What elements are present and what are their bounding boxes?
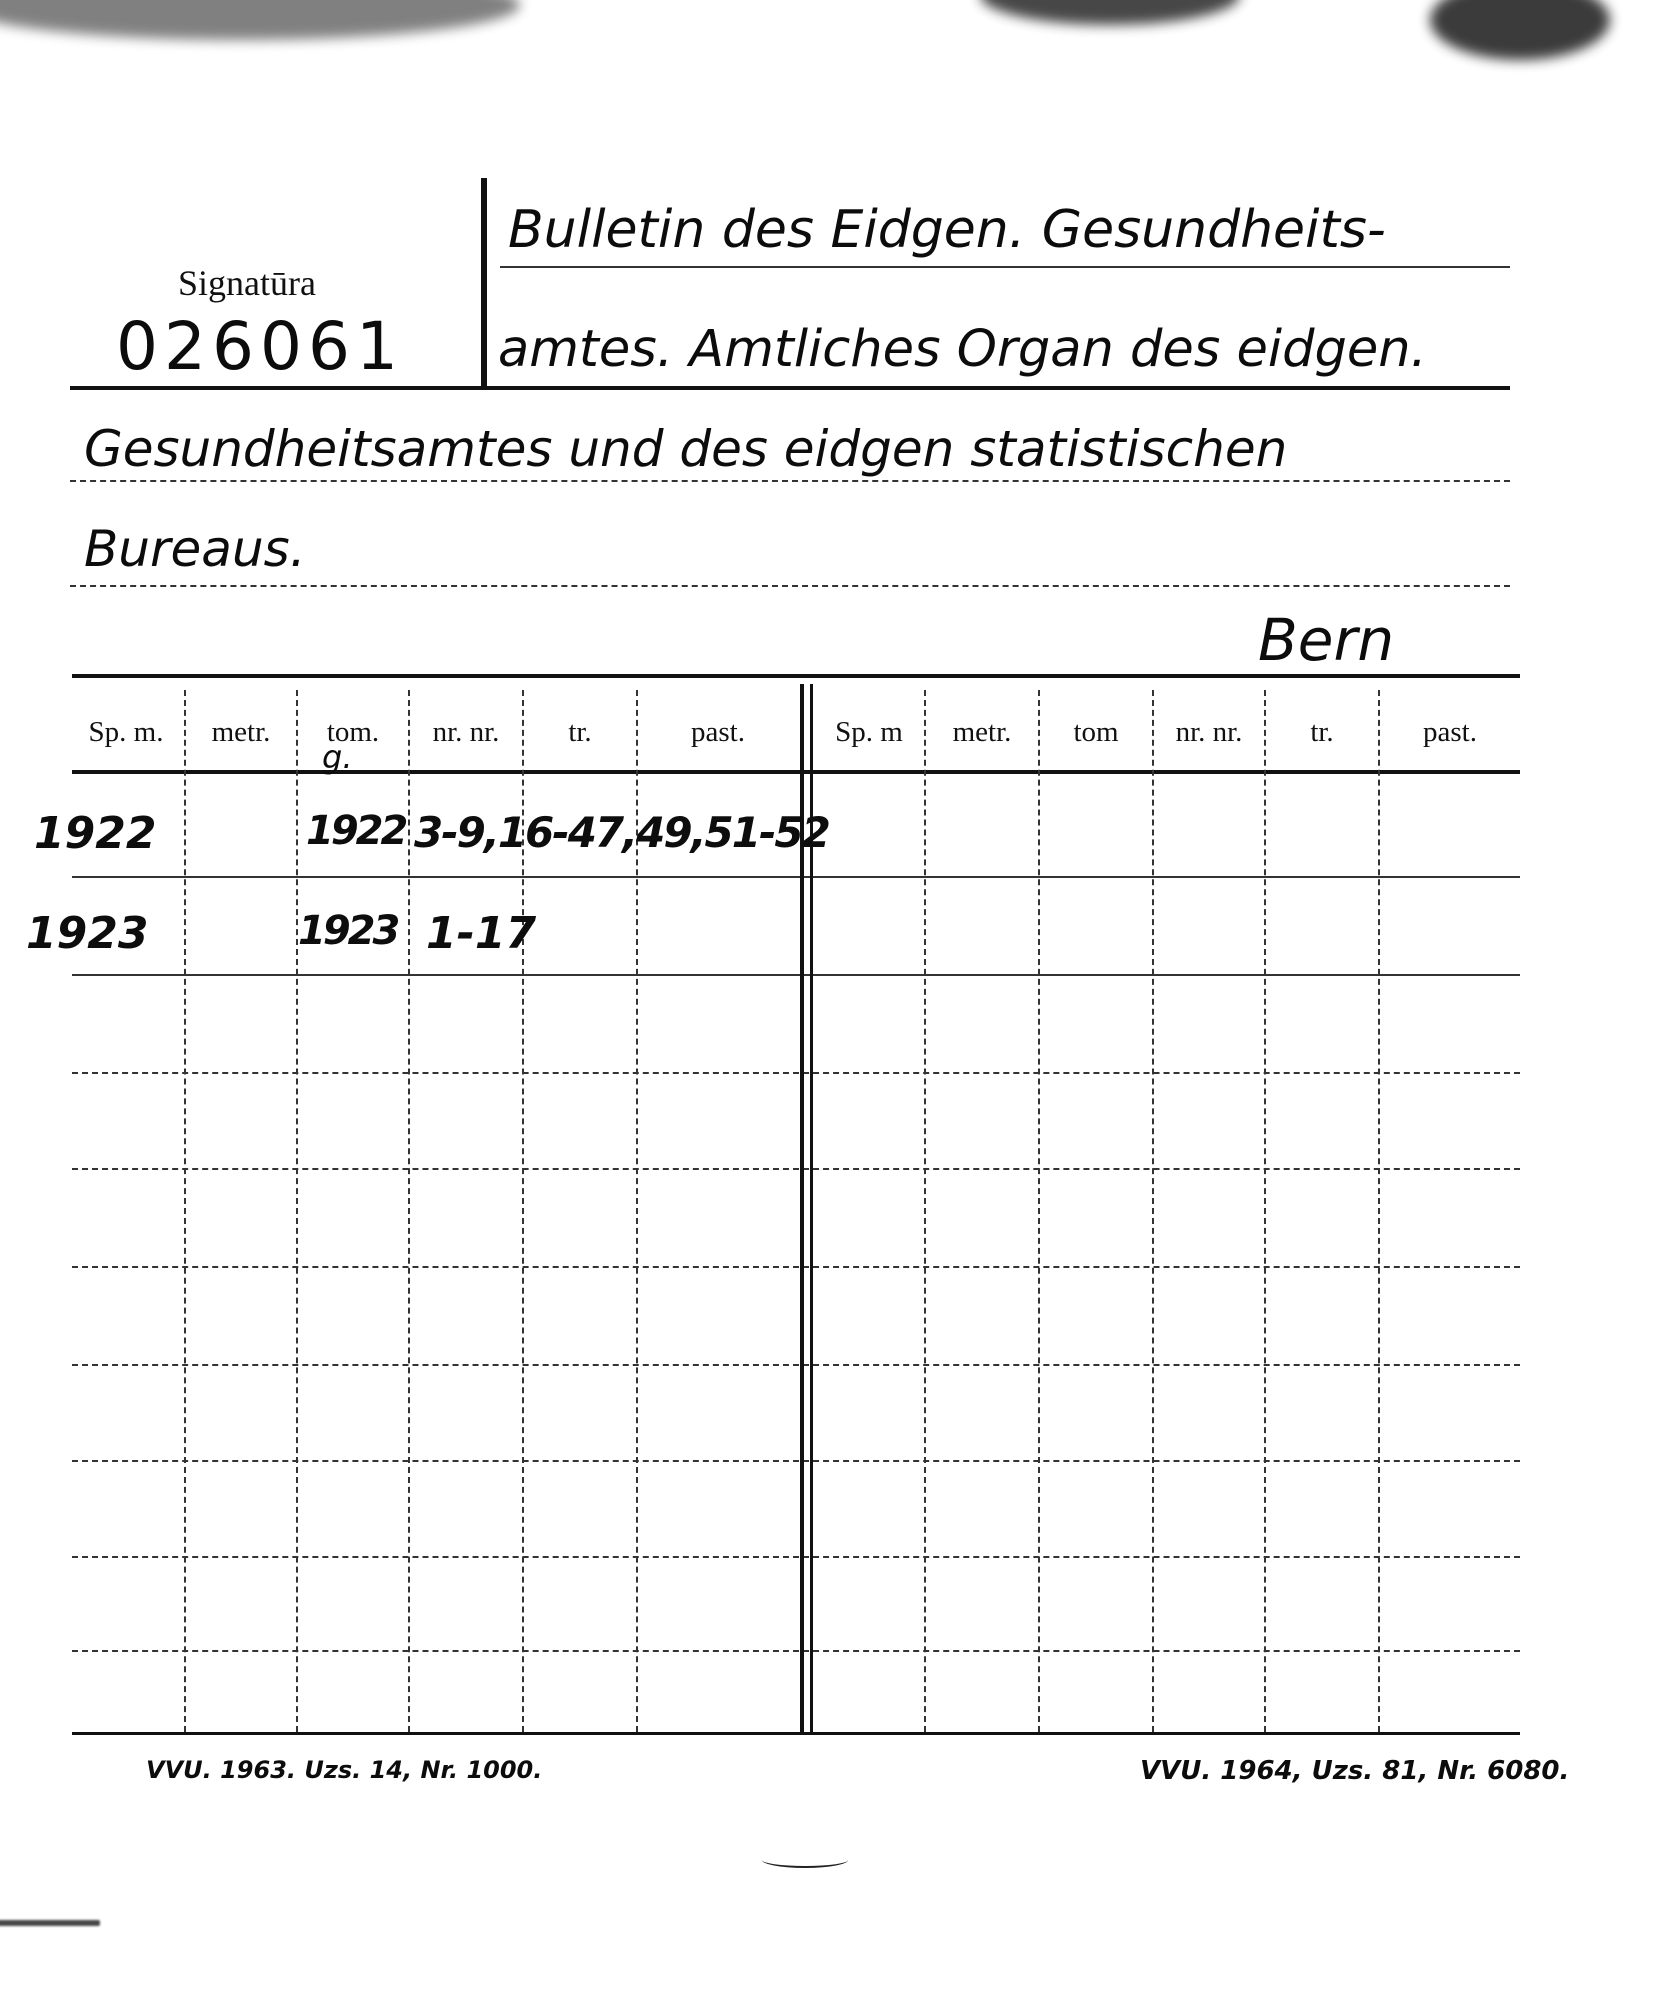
title-rule-1 [500, 266, 1510, 268]
header-metr-left: metr. [211, 716, 271, 748]
row-rule-2 [72, 974, 1520, 976]
scan-shadow-top-left [0, 0, 520, 40]
row-rule-8 [72, 1556, 1520, 1558]
table-bottom-rule [72, 1732, 1520, 1735]
row-rule-9 [72, 1650, 1520, 1652]
row-1-sp-m: 1922 [34, 808, 157, 859]
place-name: Bern [1258, 606, 1395, 674]
scan-shadow-top-corner [1430, 0, 1610, 60]
header-past-left: past. [691, 716, 745, 748]
signature-divider [481, 178, 487, 386]
signature-label: Signatūra [178, 263, 316, 303]
header-sp-m-left: Sp. m. [88, 716, 164, 748]
row-rule-1 [72, 876, 1520, 878]
col-line-10 [1264, 690, 1266, 1732]
col-line-11 [1378, 690, 1380, 1732]
row-2-nr: 1-17 [426, 908, 537, 959]
header-sp-m-right: Sp. m [835, 716, 903, 748]
title-line-4: Bureaus. [84, 520, 306, 578]
title-line-1: Bulletin des Eidgen. Gesundheits- [508, 200, 1386, 260]
signature-rule [70, 386, 1510, 390]
header-nr-right: nr. nr. [1175, 716, 1243, 748]
header-tr-left: tr. [568, 716, 592, 748]
col-line-2 [296, 690, 298, 1732]
header-tom-note: g. [322, 738, 353, 776]
footer-note-left: VVU. 1963. Uzs. 14, Nr. 1000. [146, 1756, 543, 1784]
signature-number: 026061 [116, 308, 404, 385]
row-rule-3 [72, 1072, 1520, 1074]
col-line-3 [408, 690, 410, 1732]
row-2-tom: 1923 [298, 908, 398, 954]
row-1-tom: 1922 [306, 808, 406, 854]
title-line-3: Gesundheitsamtes und des eidgen statistischen [84, 420, 1288, 478]
stray-mark-bottom [762, 1852, 848, 1868]
col-line-9 [1152, 690, 1154, 1732]
header-tom-right: tom [1073, 716, 1119, 748]
title-line-2: amtes. Amtliches Organ des eidgen. [498, 320, 1427, 379]
scan-mark-bottom-left [0, 1920, 100, 1926]
footer-note-right: VVU. 1964, Uzs. 81, Nr. 6080. [1140, 1756, 1570, 1786]
header-tom-left: tom. [326, 716, 380, 748]
row-rule-4 [72, 1168, 1520, 1170]
row-rule-6 [72, 1364, 1520, 1366]
row-2-sp-m: 1923 [26, 908, 149, 959]
header-tr-right: tr. [1310, 716, 1334, 748]
header-metr-right: metr. [952, 716, 1012, 748]
table-header-rule [72, 770, 1520, 774]
row-rule-7 [72, 1460, 1520, 1462]
table-top-rule [72, 674, 1520, 678]
col-line-1 [184, 690, 186, 1732]
col-line-7 [924, 690, 926, 1732]
col-line-8 [1038, 690, 1040, 1732]
row-rule-5 [72, 1266, 1520, 1268]
header-past-right: past. [1423, 716, 1477, 748]
title-rule-4 [70, 585, 1510, 587]
title-rule-3 [70, 480, 1510, 482]
row-1-nr: 3-9,16-47,49,51-52 [414, 808, 829, 857]
header-nr-left: nr. nr. [432, 716, 500, 748]
scan-shadow-top-right [980, 0, 1240, 25]
